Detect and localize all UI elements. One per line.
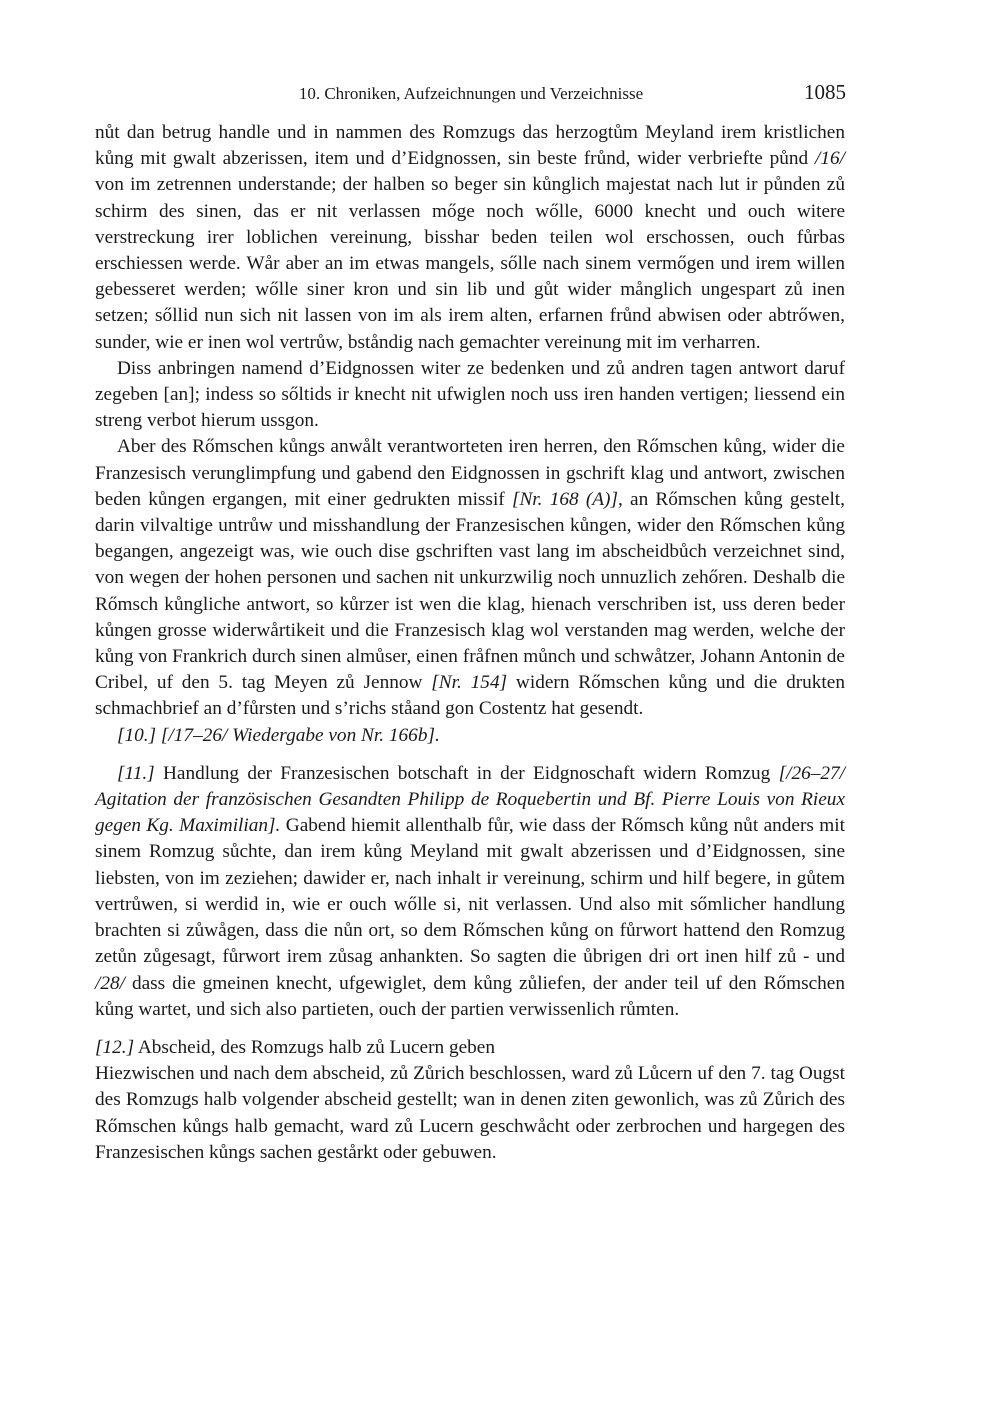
text-run: Gabend hiemit allenthalb fůr, wie dass der Rőmsch kůng nůt anders mit sinem Romzug sůchte, dan irem kůng Meyland mit gwalt abzerissen und d’Eidgnossen, sine liebsten, von im zeziehen; dawider er, nach inhalt ir vereinung, schirm und hilf begere, in gůtem vertrůwen, si werdid in, wie er ouch wőlle si, nit verlassen. Und also mit sőmlicher handlung brachten si zůwågen, dass die nůn ort, so dem Rőmschen kůng on fůrwort hattend den Romzug zetůn zůgesagt, fůrwort irem zůsag anhankten. So sagten die ůbrigen dri ort inen hilf zů - und — [95, 815, 845, 968]
section-12-heading — [95, 1035, 845, 1061]
text-run: , an Rőmschen kůng gestelt, darin vilvaltige untrůw und misshandlung der Franzesischen kůngen, wider den Rőmschen kůng begangen, angezeigt was, wie ouch dise gschriften vast lang im abscheidbůch verzeichnet sind, von wegen der hohen personen und sachen nit unkurzwilig noch unnuzlich zehőren. Deshalb die Rőmsch kůngliche antwort, so kůrzer ist wen die klag, hienach verschriben ist, uss deren beder kůngen grosse widerwårtikeit und die Franzesisch klag wol verstanden mag werden, welche der kůng von Frankrich durch sinen almůser, einen fråfnen můnch und schwåtzer, Johann Antonin de Cribel, uf den 5. tag Meyen zů Jennow — [95, 488, 845, 694]
paragraph-section-12: Hiezwischen und nach dem abscheid, zů Zůrich beschlossen, ward zů Lůcern uf den 7. tag Ougst des Romzugs halb volgender abscheid gestellt; wan in denen ziten gewonlich, was zů Zůrich des Rőmschen kůngs halb gemacht, ward zů Lucern geschwåcht oder zerbrochen und hargegen des Franzesischen kůngs sachen gestårkt oder gebuwen. — [95, 1063, 845, 1163]
text-run: Handlung der Franzesischen botschaft in der Eidgnoschaft widern Romzug — [154, 762, 779, 784]
paragraph-section-11 — [95, 761, 845, 1023]
paragraph-1 — [95, 120, 845, 356]
section-number: [11.] — [117, 762, 155, 784]
editorial-note: /28/ — [95, 972, 125, 994]
page-body — [95, 120, 845, 1166]
editorial-note: [/26–27/ Agitation der französischen Gesandten Philipp de Roquebertin und Bf. Pierre Louis von Rieux gegen Kg. Maximilian]. — [95, 762, 845, 837]
section-10-reference — [95, 723, 845, 749]
paragraph-2: Diss anbringen namend d’Eidgnossen witer ze bedenken und zů andren tagen antwort daruf zegeben [an]; indess so sőltids ir knecht nit ufwiglen noch uss iren handen vertigen; liessend ein streng verbot hierum ussgon. — [95, 357, 845, 432]
editorial-note: /16/ — [815, 148, 845, 170]
paragraph-3 — [95, 434, 845, 722]
text-run: dass die gmeinen knecht, ufgewiglet, dem kůng zůliefen, der ander teil uf den Rőmschen kůng wartet, und sich also partieten, ouch der partien verwissenlich růmten. — [95, 972, 845, 1020]
editorial-note: [Nr. 154] — [431, 672, 508, 694]
text-run: Aber des Rőmschen kůngs anwålt verantworteten iren herren, den Rőmschen kůng, wider die Franzesisch verunglimpfung und gabend den Eidgnossen in gschrift klag und antwort, zwischen beden kůngen ergangen, mit einer gedrukten missif — [95, 436, 845, 510]
running-head: 10. Chroniken, Aufzeichnungen und Verzeichnisse — [298, 84, 644, 103]
page-header — [96, 80, 846, 110]
heading-text: Abscheid, des Romzugs halb zů Lucern geben — [134, 1036, 496, 1058]
editorial-note: [10.] [/17–26/ Wiedergabe von Nr. 166b]. — [117, 724, 440, 746]
section-number: [12.] — [95, 1036, 135, 1058]
text-run: widern Rőmschen kůng und die drukten schmachbrief an d’fůrsten und s’richs ståand gon Costentz hat gesendt. — [95, 672, 845, 720]
text-run: nůt dan betrug handle und in nammen des Romzugs das herzogtům Meyland irem kristlichen kůng mit gwalt abzerissen, item und d’Eidgnossen, sin beste frůnd, wider verbriefte půnd — [95, 122, 845, 170]
page-number: 1085 — [804, 80, 846, 104]
editorial-note: [Nr. 168 (A)] — [511, 488, 618, 510]
text-run: von im zetrennen understande; der halben so beger sin kůnglich majestat nach lut ir půnden zů schirm des sinen, das er nit verlassen mőge noch wőlle, 6000 knecht und ouch witere verstreckung irer loblichen vereinung, bisshar beden teilen wol erschossen, ouch fůrbas erschiessen werde. Wår aber an im etwas mangels, sőlle nach sinem vermőgen und irem willen gebesseret werden; wőlle siner kron und sin lib und gůt wider månglich ungespart zů inen setzen; sőllid nun sich nit lassen von im als irem alten, erfarnen frůnd abwisen oder abtrőwen, sunder, wie er inen wol vertrůw, bståndig nach gemachter vereinung mit im verharren. — [95, 174, 845, 353]
